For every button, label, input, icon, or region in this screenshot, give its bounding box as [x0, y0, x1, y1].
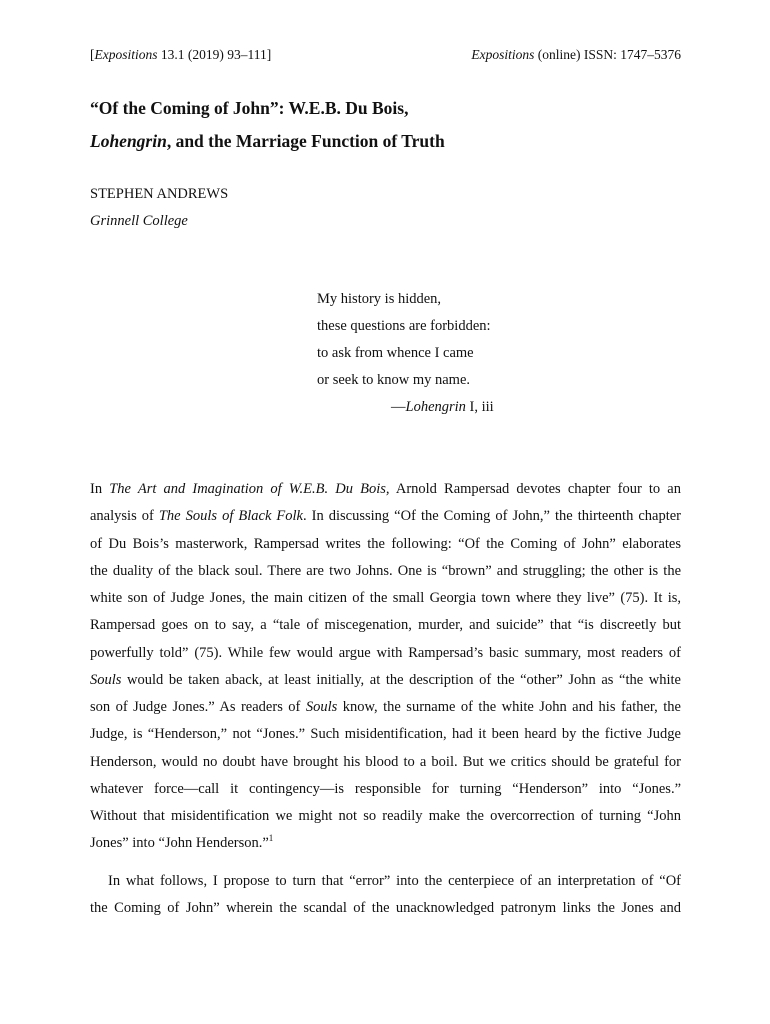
- body-paragraph-2: [90, 868, 681, 923]
- body-line: the duality of the black soul. There are two Johns. One is “brown” and struggling; the other is the: [90, 562, 681, 579]
- article-title: [90, 92, 690, 158]
- body-line: analysis of The Souls of Black Folk. In discussing “Of the Coming of John,” the thirteenth chapter: [90, 508, 682, 525]
- body-line: Henderson, would no doubt have brought his blood to a boil. But we critics should be grateful for: [90, 753, 681, 770]
- body-line: Without that misidentification we might not so readily make the overcorrection of turning “John: [90, 808, 681, 824]
- body-line: the Coming of John” wherein the scandal of the unacknowledged patronym links the Jones and: [90, 899, 681, 916]
- header-issn: Expositions (online) ISSN: 1747–5376: [471, 47, 681, 62]
- body-line: In what follows, I propose to turn that “error” into the centerpiece of an interpretation of “Of: [108, 872, 681, 889]
- body-line: of Du Bois’s masterwork, Rampersad writes the following: “Of the Coming of John” elaborates: [90, 535, 681, 552]
- epigraph-line: these questions are forbidden:: [317, 318, 491, 334]
- epigraph: [317, 286, 494, 421]
- author-block: [90, 181, 228, 235]
- title-line-2: Lohengrin, and the Marriage Function of Truth: [90, 131, 445, 151]
- body-line: Rampersad goes on to say, a “tale of miscegenation, murder, and suicide” that “is discreetly but: [90, 617, 681, 634]
- body-line: Judge, is “Henderson,” not “Jones.” Such misidentification, had it been heard by the fictive Judge: [90, 726, 681, 743]
- epigraph-line: to ask from whence I came: [317, 345, 474, 361]
- running-header: [90, 46, 681, 64]
- epigraph-line: My history is hidden,: [317, 291, 442, 307]
- body-line: Jones” into “John Henderson.”$^1$: [90, 833, 274, 852]
- body-line: In The Art and Imagination of W.E.B. Du Bois, Arnold Rampersad devotes chapter four to an: [90, 481, 681, 497]
- article-body: [90, 476, 681, 922]
- body-line: white son of Judge Jones, the main citizen of the small Georgia town where they live” (75). It is,: [90, 590, 681, 606]
- body-line: Souls would be taken aback, at least initially, at the description of the “other” John as “the white: [90, 671, 681, 688]
- author-name: STEPHEN ANDREWS: [90, 186, 229, 202]
- epigraph-attribution: —Lohengrin I, iii: [391, 399, 494, 415]
- body-paragraph-1: [90, 476, 681, 858]
- title-line-1: “Of the Coming of John”: W.E.B. Du Bois,: [90, 98, 409, 118]
- author-affiliation: Grinnell College: [90, 213, 188, 229]
- epigraph-line: or seek to know my name.: [317, 372, 471, 388]
- body-line: whatever force—call it contingency—is responsible for turning “Henderson” into “Jones.”: [90, 780, 681, 797]
- header-citation: [Expositions 13.1 (2019) 93–111]: [90, 47, 272, 62]
- footnote-marker[interactable]: 1: [268, 833, 274, 844]
- body-line: son of Judge Jones.” As readers of Souls know, the surname of the white John and his father, the: [90, 699, 681, 715]
- body-line: powerfully told” (75). While few would argue with Rampersad’s basic summary, most readers of: [90, 644, 681, 661]
